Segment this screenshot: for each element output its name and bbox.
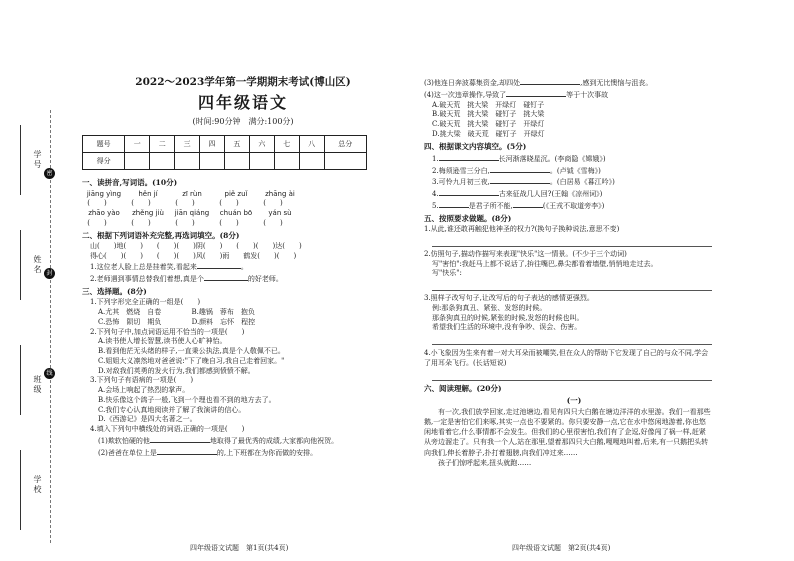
task-3-example: 例:那条狗真丑、紧张、发怒的时候。 — [432, 303, 547, 312]
score-cell[interactable] — [299, 153, 324, 170]
section-2-title: 二、根据下列词语补充完整,再选词填空。(8分) — [82, 230, 240, 240]
right-column — [424, 76, 724, 468]
section-5-title: 五、按照要求做题。(8分) — [424, 213, 512, 223]
choice-option[interactable]: A.尤其 燃烧 自卷 — [98, 308, 162, 316]
fill-sentence-4: (4)这一次违章操作,导致了 等于十次事故 — [424, 90, 609, 99]
task-4: 4.小飞象因为生来有着一对大耳朵而被嘲笑,但在众人的帮助下它发现了自己的与众不同,学会了用耳朵飞行。(长话短说) — [424, 349, 709, 368]
passage-title: (一) — [566, 395, 582, 405]
choice-option[interactable]: B.破天荒 挑大梁 碰钉子 挑大梁 — [432, 110, 545, 119]
class-blank[interactable] — [20, 345, 22, 415]
name-blank[interactable] — [20, 230, 22, 300]
score-header-cell: 一 — [125, 136, 150, 153]
pinyin-item: jiāng yìng — [86, 189, 122, 198]
binding-field-student-id: 学号 — [33, 150, 42, 170]
reading-passage: 有一次,我们放学回家,走过池塘边,看见有四只大白鹅在塘边洋洋的水里游。我们一看那些鹅,一定是害怕它们来啄,其实一点也不要紧的。你只要安静一点,它在水中悠闲地游着,你也悠闲地看着它,什么事情都不会发生。但我们的心里很害怕,我们有了企逗,好像闯了祸一样,赶紧从旁边溜走了。只有我一个人,站在那里,望着那四只大白鹅,嘎嘎地叫着,后来,有一只鹅把头转向我们,伸长着脖子,扑打着翅膀,向我们冲过来…… — [424, 408, 711, 457]
score-header-cell: 题号 — [83, 136, 125, 153]
answer-blank[interactable] — [204, 273, 248, 281]
student-id-blank[interactable] — [20, 125, 22, 195]
task-2: 2.仿照句子,描动作描写来表现"快乐"这一情景。(不少于三个动词) — [424, 249, 627, 258]
binding-field-name: 姓名 — [33, 255, 42, 275]
binding-field-school: 学校 — [33, 475, 42, 495]
choice-option[interactable]: C.姐姐大义凛然地对爸爸说:"下了晚自习,我自己走着回家。" — [98, 356, 285, 365]
section-3-title: 三、选择题。(8分) — [82, 286, 147, 296]
seal-dot-mi: 密 — [44, 168, 55, 179]
school-blank[interactable] — [20, 450, 22, 530]
choice-question-3: 3.下列句子有语病的一项是( ) — [90, 376, 194, 385]
pinyin-item: yán sù — [268, 209, 292, 217]
fill-question-2: 2.老师遇到事情总替我们着想,真是个 的好老师。 — [90, 275, 283, 284]
answer-bracket[interactable]: () — [87, 199, 121, 208]
score-cell[interactable] — [249, 153, 274, 170]
answer-line[interactable] — [432, 371, 712, 381]
fill-question-1: 1.这位老人脸上总是挂着笑,看起来 。 — [90, 263, 248, 272]
choice-option[interactable]: D.颜料 忘怀 程控 — [191, 317, 256, 326]
pinyin-item: piě zuǐ — [224, 189, 248, 198]
pinyin-row-2 — [82, 209, 404, 218]
task-3-example: 那条狗真丑的时候,紧张的时候,发怒的时候也叫。 — [432, 313, 584, 322]
task-2-prompt: 写"快乐": — [432, 269, 462, 278]
score-header-cell: 六 — [249, 136, 274, 153]
task-2-example: 写"害怕":我赶马上都不说话了,拚往嘴巴,鼻尖都看着墙壁,悄悄地走过去。 — [432, 259, 658, 268]
score-header-cell: 五 — [224, 136, 249, 153]
task-3: 3.照样子改写句子,让改写后的句子表达的感情更强烈。 — [424, 294, 594, 302]
poem-fill-3: 3.可怜九月初三夜, 。(白居易《暮江吟》) — [432, 178, 615, 187]
idiom-line-2: 得心( )( ) ( )( )风( )雨 鹤发( )( ) — [90, 251, 297, 260]
answer-blank[interactable] — [439, 200, 469, 208]
section-1-title: 一、读拼音,写词语。(10分) — [82, 178, 178, 188]
answer-bracket[interactable]: () — [219, 199, 253, 208]
score-row-label: 得分 — [83, 153, 125, 170]
score-header-cell: 七 — [274, 136, 299, 153]
score-table-score-row — [83, 153, 367, 170]
time-and-score-info: (时间:90分钟 满分:100分) — [192, 117, 294, 127]
score-table-header-row — [83, 136, 367, 153]
poem-fill-5: 5. 是君子所不能, (《王戎不取道旁李》) — [432, 201, 605, 210]
pinyin-item: jiān qiáng — [174, 209, 210, 217]
answer-blank[interactable] — [520, 77, 580, 85]
poem-fill-1: 1. 长河渐落晓星沉。(李商隐《嫦娥》) — [432, 154, 606, 163]
score-header-cell: 三 — [175, 136, 200, 153]
choice-question-2: 2.下列句子中,加点词语运用不恰当的一项是( ) — [90, 327, 245, 336]
page-footer-right: 四年级语文试题 第2页(共4页) — [512, 544, 611, 552]
choice-options-1a — [82, 308, 404, 317]
seal-dot-xian: 线 — [44, 368, 55, 379]
answer-blank[interactable] — [439, 153, 499, 161]
choice-options-1b — [82, 318, 404, 327]
score-table — [82, 135, 367, 170]
score-header-cell: 二 — [150, 136, 175, 153]
page-footer-left: 四年级语文试题 第1页(共4页) — [190, 544, 289, 552]
choice-option[interactable]: C.我们专心认真地阅读并了解了我演讲的信心。 — [98, 405, 246, 414]
fill-sentence-3: (3)他连日奔波募集资金,却四处 ,感到无比懊恼与沮丧。 — [424, 79, 653, 87]
reading-passage-continued: 孩子们惊呼起来,扭头就跑…… — [438, 458, 532, 467]
fill-sentence-2: (2)爸爸在单位上是 的,上下班都在为你而做的安排。 — [98, 448, 318, 457]
pinyin-item: zhěng jiù — [132, 209, 164, 217]
answer-blank[interactable] — [157, 447, 217, 455]
answer-bracket[interactable]: () — [87, 218, 121, 227]
choice-option[interactable]: D.挑大梁 破天荒 碰钉子 开绿灯 — [432, 129, 545, 138]
choice-question-4: 4.填入下列句中横线处的词语,正确的一项是( ) — [90, 425, 245, 433]
choice-option[interactable]: C.恐怖 陨切 期负 — [98, 317, 162, 326]
answer-blank[interactable] — [150, 435, 210, 443]
answer-line[interactable] — [432, 281, 712, 291]
score-cell[interactable] — [175, 153, 200, 170]
score-cell[interactable] — [324, 153, 366, 170]
task-3-sentence: 希望我们生活的环境中,没有争吵、误会、伤害。 — [432, 323, 582, 332]
answer-brackets-row-1 — [82, 199, 404, 208]
choice-question-1: 1.下列字形完全正确的一组是( ) — [90, 298, 201, 307]
answer-brackets-row-2 — [82, 219, 404, 228]
choice-option[interactable]: B.趣锅 蓉布 抱负 — [191, 308, 255, 316]
answer-bracket[interactable]: () — [131, 218, 165, 227]
answer-bracket[interactable]: () — [263, 199, 297, 208]
score-header-cell: 四 — [200, 136, 225, 153]
score-cell[interactable] — [125, 153, 150, 170]
pinyin-item: hěn jí — [138, 189, 158, 198]
choice-option[interactable]: D.《西游记》是四大名著之一。 — [98, 415, 197, 424]
answer-blank[interactable] — [490, 165, 550, 173]
score-cell[interactable] — [200, 153, 225, 170]
score-cell[interactable] — [274, 153, 299, 170]
answer-line[interactable] — [432, 237, 712, 247]
choice-option[interactable]: C.破天荒 挑大梁 碰钉子 开绿灯 — [432, 120, 545, 128]
pinyin-item: zhāo yào — [88, 209, 120, 217]
poem-fill-4: 4. 古来征战几人回?(王翰《凉州词》) — [432, 190, 603, 199]
section-6-title: 六、阅读理解。(20分) — [424, 384, 502, 394]
poem-fill-2: 2.梅须逊雪三分白, 。(卢钺《雪梅》) — [432, 166, 601, 175]
answer-line[interactable] — [432, 335, 712, 345]
idiom-line-1: 山( )地( ) ( )( )阴( ) ( )( )达( ) — [90, 241, 302, 250]
choice-option[interactable]: D.对敌我们英勇的发火行为,我们都感到愤愤不解。 — [98, 366, 255, 375]
choice-option[interactable]: A.读书使人增长智慧,读书使人心旷神怡。 — [98, 337, 227, 346]
answer-bracket[interactable]: () — [175, 199, 209, 208]
answer-blank[interactable] — [197, 261, 241, 269]
binding-strip — [0, 0, 70, 561]
answer-bracket[interactable]: () — [131, 199, 165, 208]
seal-dot-feng: 封 — [44, 268, 55, 279]
choice-option[interactable]: B.看到他茫无头绪的样子,一直秉公执法,真是个人敬佩不已。 — [98, 347, 285, 355]
pinyin-item: zī rùn — [182, 189, 202, 198]
choice-option[interactable]: A.会场上响起了热烈的掌声。 — [98, 386, 190, 394]
fill-sentence-1: (1)欺软怕硬的他 地取得了最优秀的成绩,大家都向他祝贺。 — [98, 436, 339, 445]
choice-option[interactable]: A.破天荒 挑大梁 开绿灯 碰钉子 — [432, 100, 545, 109]
pinyin-row-1 — [82, 190, 404, 199]
answer-blank[interactable] — [490, 176, 550, 184]
answer-bracket[interactable]: () — [263, 218, 297, 227]
subject-title: 四年级语文 — [197, 93, 288, 113]
binding-field-class: 班级 — [33, 375, 42, 395]
score-cell[interactable] — [224, 153, 249, 170]
answer-bracket[interactable]: () — [175, 218, 209, 227]
task-1: 1.从此,谁还敢再触犯他神圣的权力?(换句子换种说法,意思不变) — [424, 225, 620, 233]
pinyin-item: zhāng ài — [265, 189, 295, 198]
section-4-title: 四、根据课文内容填空。(5分) — [424, 141, 527, 151]
score-cell[interactable] — [150, 153, 175, 170]
left-column — [82, 76, 404, 458]
answer-bracket[interactable]: () — [219, 218, 253, 227]
choice-option[interactable]: B.快乐像这个鸽子一般,飞到一个理也看不到的地方去了。 — [98, 395, 276, 404]
exam-title: 2022～2023学年第一学期期末考试(博山区) — [135, 76, 351, 88]
answer-blank[interactable] — [439, 188, 499, 196]
pinyin-item: chuán bō — [219, 209, 253, 217]
score-header-cell: 总分 — [324, 136, 366, 153]
score-header-cell: 八 — [299, 136, 324, 153]
answer-blank[interactable] — [506, 89, 566, 97]
answer-blank[interactable] — [513, 200, 543, 208]
